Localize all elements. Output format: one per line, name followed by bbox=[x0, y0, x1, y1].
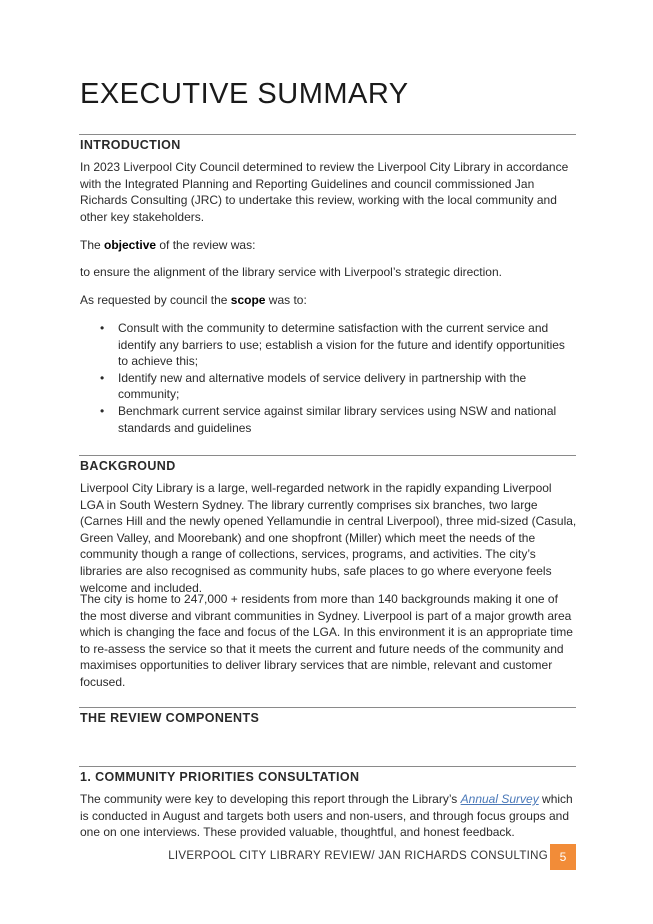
scope-line: As requested by council the scope was to: bbox=[80, 293, 307, 307]
objective-emphasis: objective bbox=[104, 238, 157, 252]
consultation-heading: 1. COMMUNITY PRIORITIES CONSULTATION bbox=[80, 770, 360, 784]
objective-line: The objective of the review was: bbox=[80, 238, 256, 252]
list-item: • Consult with the community to determine satisfaction with the current service and identify any barriers to use; establish a vision for the future and identify opportunities to achieve this; bbox=[100, 321, 565, 369]
section-rule bbox=[79, 455, 576, 456]
footer-text: LIVERPOOL CITY LIBRARY REVIEW/ JAN RICHARDS CONSULTING bbox=[168, 850, 548, 862]
annual-survey-link[interactable]: Annual Survey bbox=[460, 792, 539, 806]
review-components-heading: THE REVIEW COMPONENTS bbox=[80, 711, 260, 725]
list-item: • Benchmark current service against similar library services using NSW and national standards and guidelines bbox=[100, 403, 557, 435]
objective-text: to ensure the alignment of the library service with Liverpool’s strategic direction. bbox=[80, 265, 502, 279]
scope-list bbox=[80, 320, 577, 436]
intro-heading: INTRODUCTION bbox=[80, 138, 181, 152]
intro-paragraph: In 2023 Liverpool City Council determined to review the Liverpool City Library in accordance with the Integrated Planning and Reporting Guidelines and council commissioned Jan Richards Consulting (JRC) to undertake this review, working with the local community and other key stakeholders. bbox=[80, 160, 569, 224]
section-rule bbox=[79, 707, 576, 708]
list-item: • Identify new and alternative models of service delivery in partnership with the community; bbox=[100, 370, 527, 402]
scope-emphasis: scope bbox=[230, 293, 266, 307]
consultation-paragraph: The community were key to developing this report through the Library’s Annual Survey which is conducted in August and targets both users and non-users, and through focus groups and one on one interviews. These provided valuable, thoughtful, and honest feedback. bbox=[80, 792, 573, 840]
bullet-icon: • bbox=[100, 403, 105, 418]
background-heading: BACKGROUND bbox=[80, 459, 176, 473]
bullet-icon: • bbox=[100, 321, 105, 335]
page-title: EXECUTIVE SUMMARY bbox=[80, 78, 409, 110]
section-rule bbox=[79, 766, 576, 767]
page-number-badge: 5 bbox=[550, 844, 576, 870]
background-paragraph-2: The city is home to 247,000 + residents from more than 140 backgrounds making it one of the most diverse and vibrant communities in Sydney. Liverpool is part of a major growth area which is changing the face and focus of the LGA. In this environment it is an appropriate time to re-assess the service so that it meets the current and future needs of the community and maximises opportunities to deliver library services that are nimble, relevant and customer focused. bbox=[80, 592, 573, 689]
section-rule bbox=[79, 134, 576, 135]
background-paragraph-1: Liverpool City Library is a large, well-regarded network in the rapidly expanding Liverpool LGA in South Western Sydney. The library currently comprises six branches, two large (Carnes Hill and the newly opened Yellamundie in central Liverpool), three mid-sized (Casula, Green Valley, and Moorebank) and one shopfront (Miller) which meet the needs of the community though a range of collections, services, programs, and activities. The city’s libraries are also recognised as community hubs, safe places to go where everyone feels welcome and included. bbox=[80, 481, 577, 595]
bullet-icon: • bbox=[100, 370, 105, 385]
